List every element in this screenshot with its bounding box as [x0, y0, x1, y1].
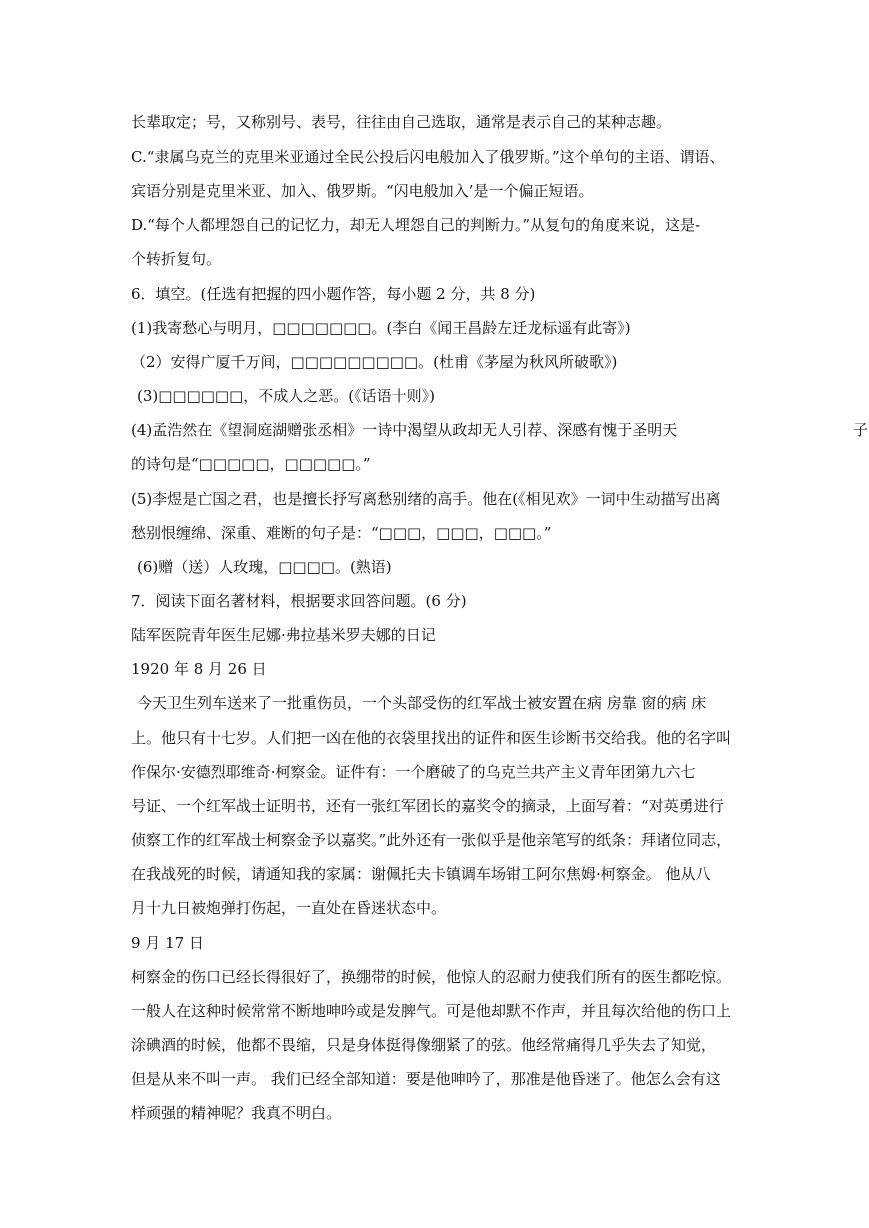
text-line: 的诗句是“□□□□□，□□□□□。”: [131, 455, 371, 473]
fill-item-1: (1)我寄愁心与明月，□□□□□□□。(李白《闻王昌龄左迁龙标遥有此寄》): [131, 319, 631, 337]
fill-item-5: (5)李煜是亡国之君，也是擅长抒写离愁别绪的高手。他在(《相见欢》一词中生动描写出离: [131, 490, 721, 508]
text-line: 但是从来不叫一声。 我们已经全部知道：要是他呻吟了，那准是他昏迷了。他怎么会有这: [131, 1070, 721, 1088]
fill-item-4-end-char: 子: [853, 421, 869, 439]
text-line: 愁别恨缠绵、深重、难断的句子是：“□□□，□□□，□□□。”: [131, 524, 552, 542]
text-line: 个转折复句。: [131, 250, 222, 268]
text-line: 涂碘酒的时候，他都不畏缩，只是身体挺得像绷紧了的弦。他经常痛得几乎失去了知觉，: [131, 1036, 717, 1054]
fill-item-4-text: (4)孟浩然在《望洞庭湖赠张丞相》一诗中渴望从政却无人引荐、深感有愧于圣明天: [131, 421, 678, 439]
text-line: 样顽强的精神呢？我真不明白。: [131, 1104, 342, 1122]
question-7-heading: 7．阅读下面名著材料，根据要求回答问题。(6 分): [131, 592, 467, 610]
fill-item-3: (3)□□□□□□，不成人之恶。(《话语十则》): [137, 387, 435, 405]
text-line: 作保尔·安德烈耶维奇·柯察金。证件有：一个磨破了的乌克兰共产主义青年团第九六七: [131, 763, 696, 781]
question-6-heading: 6．填空。(任选有把握的四小题作答，每小题 2 分，共 8 分): [131, 285, 536, 303]
text-line: 号证、一个红军战士证明书，还有一张红军团长的嘉奖令的摘录，上面写着：“对英勇进行: [131, 797, 724, 815]
diary-paragraph-1: 今天卫生列车送来了一批重伤员，一个头部受伤的红军战士被安置在病 房靠 窗的病 床: [137, 694, 707, 712]
fill-item-6: (6)赠（送）人玫瑰，□□□□。(熟语): [137, 558, 392, 576]
text-line: 一般人在这种时候常常不断地呻吟或是发脾气。可是他却默不作声，并且每次给他的伤口上: [131, 1002, 732, 1020]
text-line: 在我战死的时候，请通知我的家属：谢佩托夫卡镇调车场钳工阿尔焦姆·柯察金。 他从八: [131, 865, 711, 883]
fill-item-4: [131, 420, 869, 440]
fill-item-2: （2）安得广厦千万间，□□□□□□□□□。(杜甫《茅屋为秋风所破歌》): [131, 353, 618, 371]
text-line: 上。他只有十七岁。人们把一凶在他的衣袋里找出的证件和医生诊断书交给我。他的名字叫: [131, 729, 732, 747]
diary-title: 陆军医院青年医生尼娜·弗拉基米罗夫娜的日记: [131, 626, 436, 644]
diary-paragraph-2: 柯察金的伤口已经长得很好了，换绷带的时候，他惊人的忍耐力使我们所有的医生都吃惊。: [131, 968, 732, 986]
option-c-line: C.“隶属乌克兰的克里米亚通过全民公投后闪电般加入了俄罗斯。”这个单句的主语、谓语、: [131, 148, 725, 166]
text-line: 宾语分别是克里米亚、加入、俄罗斯。“闪电般加入’是一个偏正短语。: [131, 182, 594, 200]
text-line: 月十九日被炮弹打伤起，一直处在昏迷状态中。: [131, 899, 447, 917]
diary-date-1: 1920 年 8 月 26 日: [131, 660, 267, 678]
diary-date-2: 9 月 17 日: [131, 934, 204, 952]
option-d-line: D.“每个人都埋怨自己的记忆力，却无人埋怨自己的判断力。”从复句的角度来说，这是-: [131, 216, 701, 234]
text-line: 侦察工作的红军战士柯察金予以嘉奖。”此外还有一张似乎是他亲笔写的纸条：拜诸位同志，: [131, 831, 732, 849]
text-line: 长辈取定；号，又称别号、表号，往往由自己选取，通常是表示自己的某种志趣。: [131, 113, 672, 131]
